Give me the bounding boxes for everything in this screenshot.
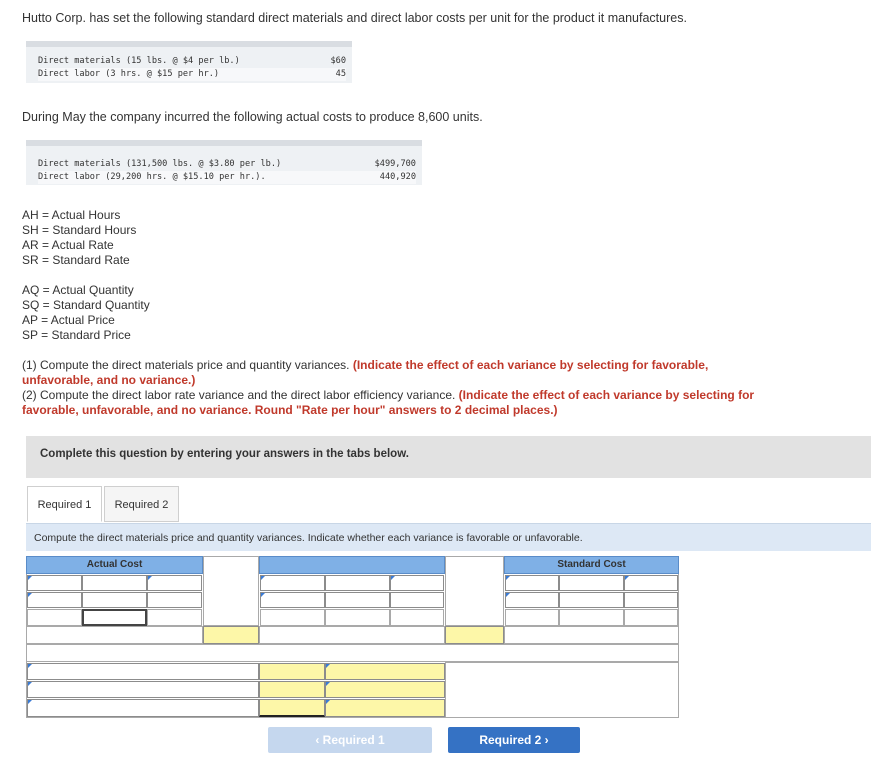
- middle-price-input[interactable]: [390, 575, 444, 591]
- summary-label-1[interactable]: [27, 663, 259, 680]
- tab-required-1[interactable]: Required 1: [27, 486, 102, 522]
- summary-label-2[interactable]: [27, 681, 259, 698]
- hours-definitions: [22, 208, 136, 268]
- intro-text: Hutto Corp. has set the following standard direct materials and direct labor costs per unit for the product it manufactures.: [22, 11, 687, 25]
- row4-middle: [259, 626, 445, 644]
- complete-question-text: Complete this question by entering your answers in the tabs below.: [40, 448, 409, 460]
- standard-row3-col3: [624, 609, 678, 626]
- middle-header: [259, 556, 445, 574]
- actual-row3-col1: [27, 609, 82, 626]
- definition: AP = Actual Price: [22, 313, 115, 327]
- actual-costs-table: [26, 140, 422, 185]
- row-label: Direct labor (29,200 hrs. @ $15.10 per hr.).: [38, 172, 266, 182]
- row-label: Direct materials (15 lbs. @ $4 per lb.): [38, 56, 240, 66]
- middle-row2-col3[interactable]: [390, 592, 444, 608]
- actual-cost-header: Actual Cost: [26, 556, 203, 574]
- instruction-1-note: (Indicate the effect of each variance by selecting for favorable, unfavorable, and no variance.): [22, 358, 709, 387]
- tab-required-2[interactable]: Required 2: [104, 486, 179, 522]
- quantity-definitions: [22, 283, 150, 343]
- variance-answer-grid: [26, 556, 679, 718]
- summary-effect-2[interactable]: [325, 681, 445, 698]
- spacer-cell: [445, 556, 504, 626]
- summary-effect-1[interactable]: [325, 663, 445, 680]
- summary-effect-total[interactable]: [325, 699, 445, 717]
- row-value: 45: [335, 69, 346, 79]
- standard-quantity-input[interactable]: [505, 575, 559, 591]
- actual-row3-col3: [147, 609, 202, 626]
- definition: SQ = Standard Quantity: [22, 298, 150, 312]
- row-value: $60: [330, 56, 346, 66]
- standard-row2-col3[interactable]: [624, 592, 678, 608]
- middle-row3-col2: [325, 609, 390, 626]
- middle-row3-col3: [390, 609, 444, 626]
- next-tab-label: Required 2: [479, 733, 542, 747]
- row-value: $499,700: [374, 159, 416, 169]
- standard-costs-table: [26, 41, 352, 83]
- actual-operator-cell[interactable]: [82, 575, 147, 591]
- definition: SP = Standard Price: [22, 328, 131, 342]
- middle-row2-col2[interactable]: [325, 592, 390, 608]
- row-label: Direct materials (131,500 lbs. @ $3.80 per lb.): [38, 159, 282, 169]
- summary-right-blank: [445, 662, 679, 718]
- row4-left: [26, 626, 203, 644]
- spacer-cell: [203, 556, 259, 626]
- summary-label-total[interactable]: [27, 699, 259, 717]
- actual-intro-text: During May the company incurred the following actual costs to produce 8,600 units.: [22, 110, 483, 124]
- task-instruction-bar: [26, 523, 871, 551]
- actual-quantity-input[interactable]: [27, 575, 82, 591]
- chevron-left-icon: ‹: [315, 733, 320, 747]
- definition: AR = Actual Rate: [22, 238, 114, 252]
- task-instruction-text: Compute the direct materials price and quantity variances. Indicate whether each variance is favorable or unfavorable.: [34, 532, 583, 544]
- instruction-2: [22, 388, 782, 418]
- instruction-1-text: (1) Compute the direct materials price and quantity variances.: [22, 358, 353, 372]
- previous-tab-label: Required 1: [322, 733, 385, 747]
- instruction-2-text: (2) Compute the direct labor rate variance and the direct labor efficiency variance.: [22, 388, 459, 402]
- row-value: 440,920: [379, 172, 416, 182]
- definition: SH = Standard Hours: [22, 223, 137, 237]
- instruction-2-note: (Indicate the effect of each variance by selecting for favorable, unfavorable, and no variance. Round "Rate per hour" answers to 2 decimal places.): [22, 388, 755, 417]
- standard-price-input[interactable]: [624, 575, 678, 591]
- middle-row2-col1[interactable]: [260, 592, 325, 608]
- middle-operator-cell[interactable]: [325, 575, 390, 591]
- definition: SR = Standard Rate: [22, 253, 130, 267]
- actual-row2-col3[interactable]: [147, 592, 202, 608]
- standard-row3-col2: [559, 609, 624, 626]
- price-variance-result[interactable]: [203, 626, 259, 644]
- middle-quantity-input[interactable]: [260, 575, 325, 591]
- instructions: [22, 358, 782, 418]
- middle-row3-col1: [260, 609, 325, 626]
- standard-cost-row: [38, 55, 346, 68]
- standard-row2-col2[interactable]: [559, 592, 624, 608]
- actual-cost-row: [38, 171, 416, 184]
- chevron-right-icon: ›: [544, 733, 549, 747]
- row-label: Direct labor (3 hrs. @ $15 per hr.): [38, 69, 220, 79]
- standard-row3-col1: [505, 609, 559, 626]
- standard-operator-cell[interactable]: [559, 575, 624, 591]
- actual-cost-total-input[interactable]: [82, 609, 147, 626]
- summary-amount-2[interactable]: [259, 681, 325, 698]
- complete-question-banner: [26, 436, 871, 478]
- standard-cost-row: [38, 68, 346, 81]
- definition: AH = Actual Hours: [22, 208, 121, 222]
- quantity-variance-result[interactable]: [445, 626, 504, 644]
- summary-amount-total[interactable]: [259, 699, 325, 717]
- actual-row2-col2[interactable]: [82, 592, 147, 608]
- actual-row2-col1[interactable]: [27, 592, 82, 608]
- instruction-1: [22, 358, 782, 388]
- spacer-row: [26, 644, 679, 662]
- next-tab-button[interactable]: [448, 727, 580, 753]
- row4-right: [504, 626, 679, 644]
- standard-cost-header: Standard Cost: [504, 556, 679, 574]
- standard-row2-col1[interactable]: [505, 592, 559, 608]
- actual-cost-row: [38, 158, 416, 171]
- previous-tab-button[interactable]: [268, 727, 432, 753]
- actual-price-input[interactable]: [147, 575, 202, 591]
- definition: AQ = Actual Quantity: [22, 283, 134, 297]
- summary-amount-1[interactable]: [259, 663, 325, 680]
